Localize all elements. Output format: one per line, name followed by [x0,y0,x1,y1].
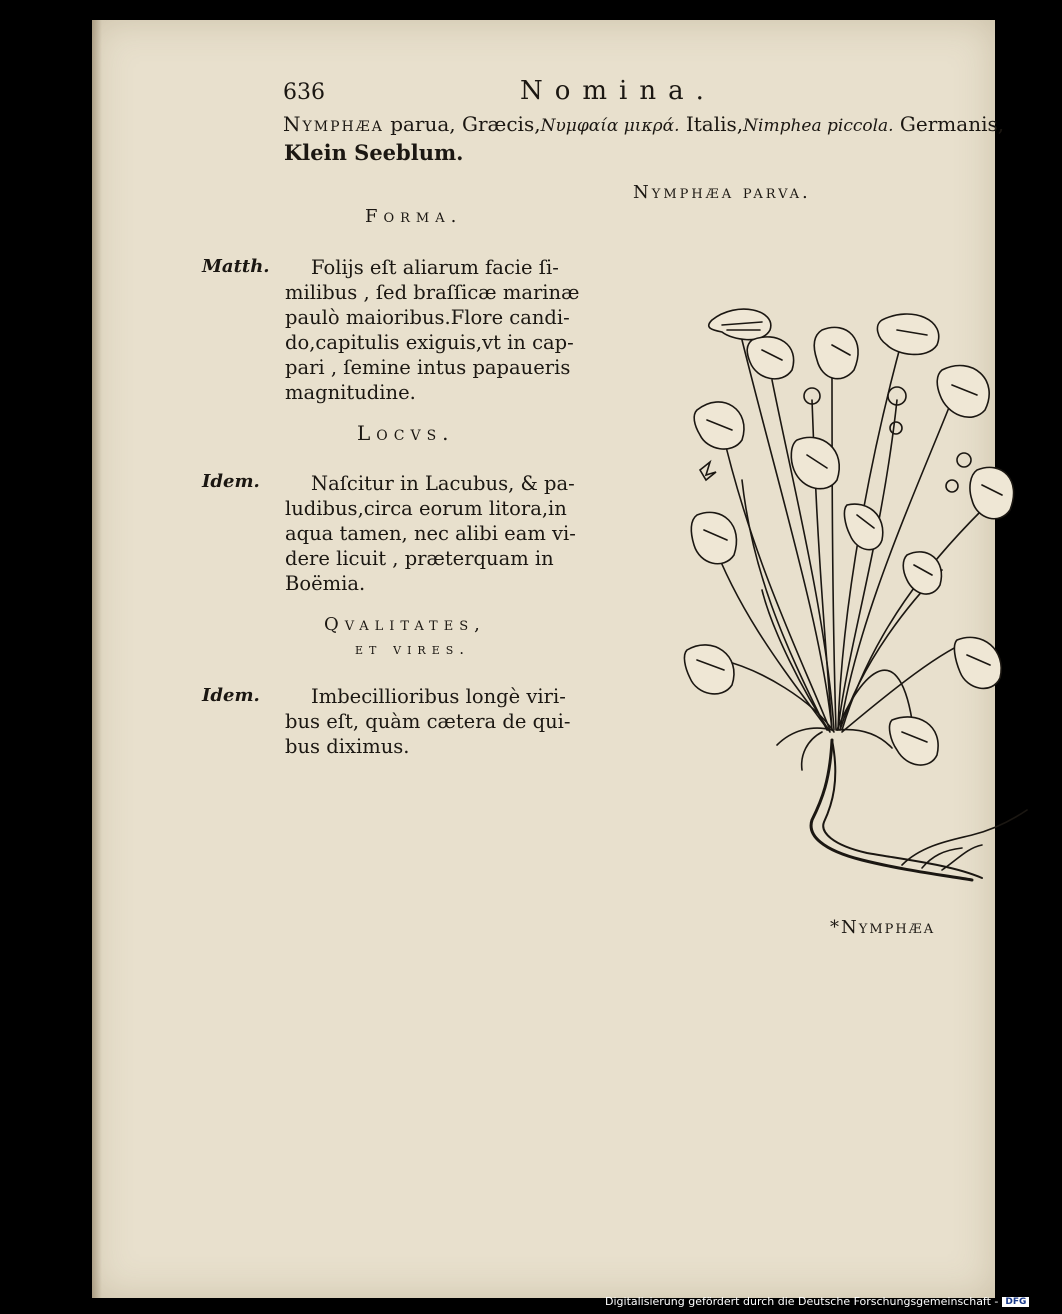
dfg-logo: DFG [1002,1297,1029,1307]
credit-text: Digitalisierung gefördert durch die Deutsche Forschungsgemeinschaft - [605,1295,999,1308]
text-line: milibus , ſed braſſicæ marinæ [285,281,580,304]
heading-locus: Locvs. [357,421,455,445]
nomen-italis-label: Italis, [679,112,744,136]
paragraph-locus [285,471,576,596]
text-line: Naſcitur in Lacubus, & pa- [311,472,575,495]
text-line: Boëmia. [285,572,366,595]
heading-et-vires: et vires. [355,640,471,658]
book-page [92,20,1005,1298]
nomen-graecis-label: parua, Græcis, [383,112,541,136]
nymphaea-woodcut-illustration [682,300,1062,900]
heading-forma: Forma. [365,206,463,227]
nomen-species: Nymphæa [283,112,384,136]
text-line: bus eſt, quàm cætera de qui- [285,710,571,733]
running-head: Nomina. [520,76,716,106]
digitization-credit [605,1295,1029,1308]
page-number: 636 [283,80,325,105]
margin-note-matth: Matth. [202,256,270,277]
text-line: Folijs eſt aliarum facie ſi- [311,256,559,279]
gutter-shadow [92,20,102,1298]
nomen-greek: Νυμφαία μικρά. [540,116,680,136]
text-line: magnitudine. [285,381,416,404]
margin-note-idem-2: Idem. [202,685,260,706]
margin-note-idem: Idem. [202,471,260,492]
catchword: *Nymphæa [830,917,936,938]
nomen-italis-name: Nimphea piccola. [743,116,894,136]
paragraph-forma [285,255,580,405]
text-line: do,capitulis exiguis,vt in cap- [285,331,574,354]
text-line: bus diximus. [285,735,410,758]
nomen-germanis-label: Germanis, [893,112,1005,136]
nomen-line-2: Klein Seeblum. [284,140,464,165]
text-line: pari , ſemine intus papaueris [285,356,571,379]
nomen-line-1 [283,112,1004,136]
text-line: paulò maioribus.Flore candi- [285,306,570,329]
heading-qualitates: Qvalitates, [324,614,486,635]
text-line: ludibus,circa eorum litora,in [285,497,567,520]
paragraph-qualitates [285,684,571,759]
figure-caption: Nymphæa parva. [633,182,811,203]
text-line: dere licuit , præterquam in [285,547,554,570]
text-line: aqua tamen, nec alibi eam vi- [285,522,576,545]
text-line: Imbecillioribus longè viri- [311,685,566,708]
